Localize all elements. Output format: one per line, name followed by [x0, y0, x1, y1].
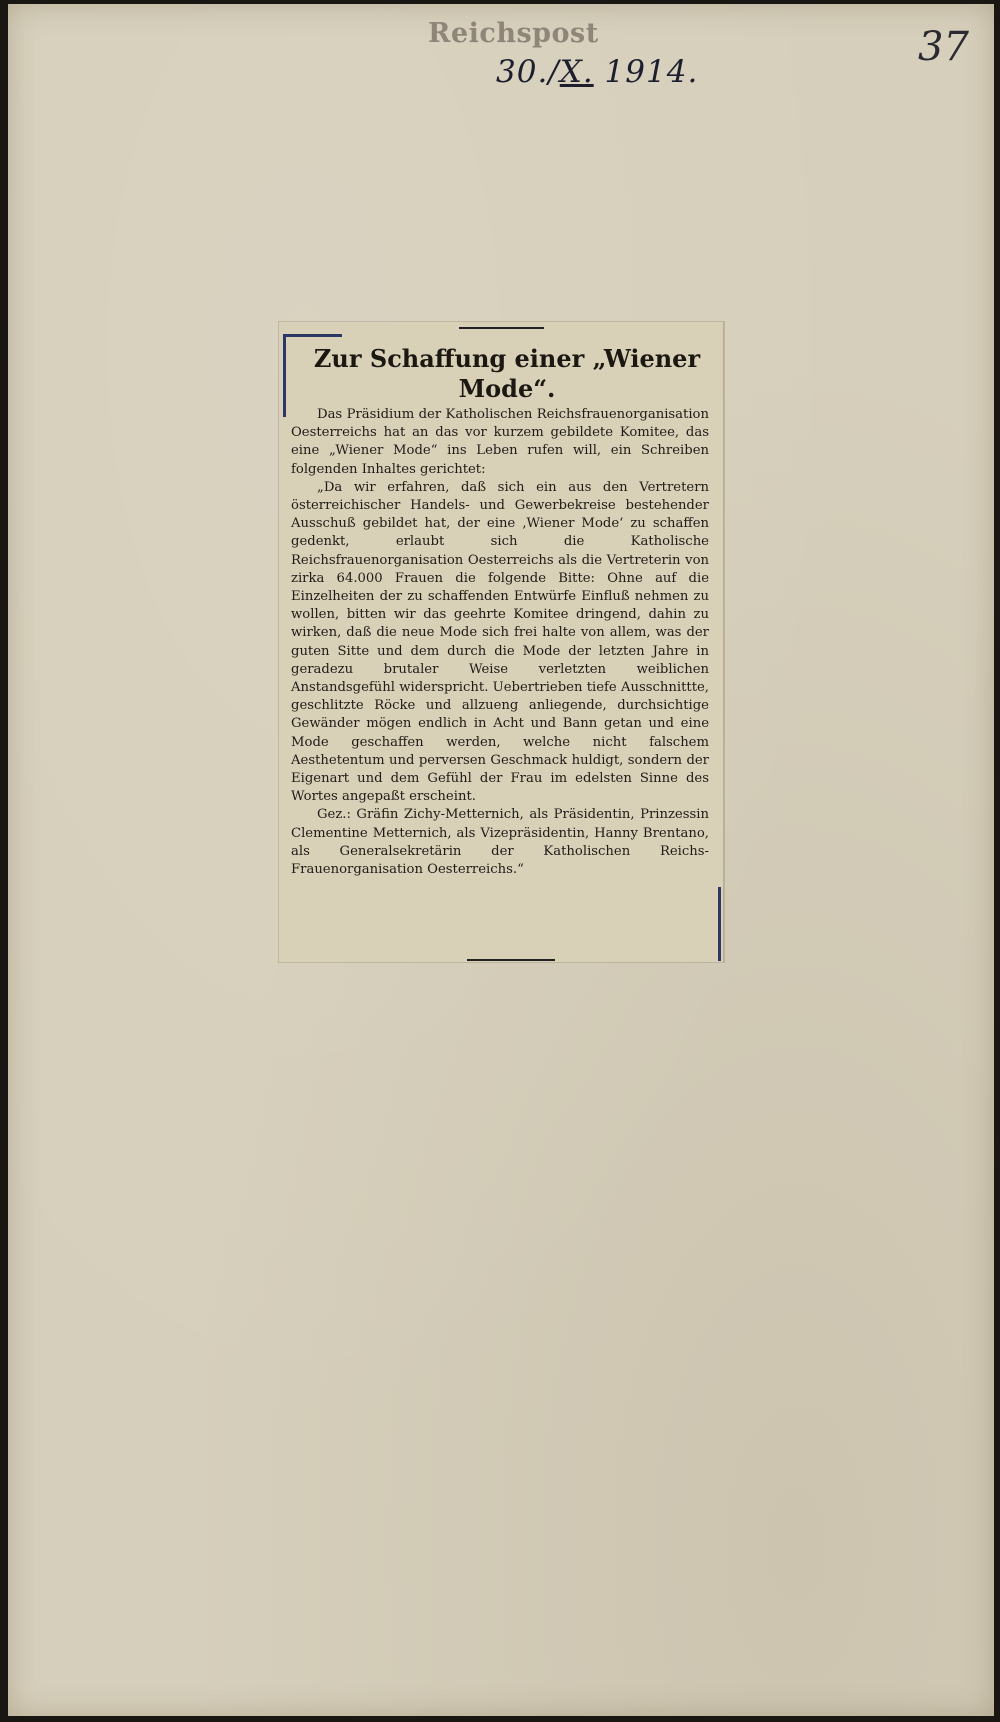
date-day: 30./: [496, 54, 560, 90]
page-number: 37: [918, 24, 969, 70]
newspaper-clipping: [279, 322, 724, 962]
blue-pencil-side-mark: [718, 887, 721, 961]
article-body: [291, 406, 709, 879]
handwritten-date: [496, 54, 698, 90]
date-month: X.: [559, 54, 594, 90]
paragraph-signatures: Gez.: Gräfin Zichy-Metternich, als Präsidentin, Prinzessin Clementine Metternich, als Vizepräsidentin, Hanny Brentano, als Generalsekretärin der Katholischen Reichs-Frauenorganisation Oesterreichs.“: [291, 807, 709, 878]
paragraph-intro: Das Präsidium der Katholischen Reichsfrauenorganisation Oesterreichs hat an das vor kurzem gebildete Komitee, das eine „Wiener Mode“ ins Leben rufen will, ein Schreiben folgenden Inhaltes gerichtet:: [291, 407, 709, 477]
date-year: 1914.: [604, 54, 699, 90]
top-rule: [459, 327, 544, 329]
newspaper-stamp: Reichspost: [428, 18, 599, 49]
bottom-rule: [467, 959, 555, 961]
paragraph-letter: „Da wir erfahren, daß sich ein aus den Vertretern österreichischer Handels- und Gewerbekreise bestehender Ausschuß gebildet hat, der eine ‚Wiener Mode‘ zu schaffen gedenkt, erlaubt sich die Katholische Reichsfrauenorganisation Oesterreichs als die Vertreterin von zirka 64.000 Frauen die folgende Bitte: Ohne auf die Einzelheiten der zu schaffenden Entwürfe Einfluß nehmen zu wollen, bitten wir das geehrte Komitee dringend, dahin zu wirken, daß die neue Mode sich frei halte von allem, was der guten Sitte und dem durch die Mode der letzten Jahre in geradezu brutaler Weise verletzten weiblichen Anstandsgefühl widerspricht. Uebertrieben tiefe Ausschnittte, geschlitzte Röcke und allzueng anliegende, durchsichtige Gewänder mögen endlich in Acht und Bann getan und eine Mode geschaffen werden, welche nicht falschem Aesthetentum und perversen Geschmack huldigt, sondern der Eigenart und dem Gefühl der Frau im edelsten Sinne des Wortes angepaßt erscheint.: [291, 479, 709, 805]
article-title: Zur Schaffung einer „Wiener Mode“.: [313, 344, 701, 403]
archive-sheet: [8, 4, 994, 1716]
